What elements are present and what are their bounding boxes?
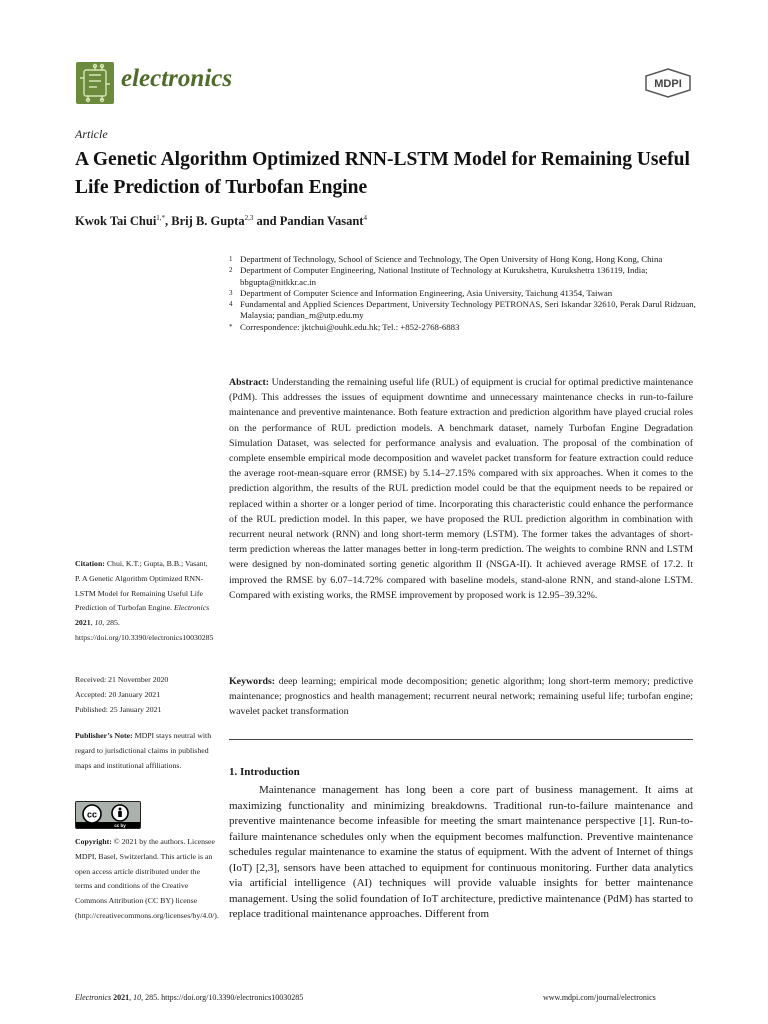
affiliation-text: Department of Technology, School of Science and Technology, The Open University of Hong Kong, Hong Kong, China — [240, 254, 663, 264]
author-name: Brij B. Gupta — [171, 214, 245, 229]
abstract — [229, 375, 693, 603]
mdpi-logo — [643, 68, 693, 98]
accepted-date: Accepted: 20 January 2021 — [75, 689, 161, 699]
copyright-block — [75, 835, 219, 924]
citation-text: Chui, K.T.; Gupta, B.B.; Vasant, P. A Genetic Algorithm Optimized RNN-LSTM Model for Remaining Useful Life Prediction of Turbofan Engine. — [75, 559, 208, 613]
author-separator: , — [165, 214, 172, 229]
section-divider — [229, 739, 693, 740]
copyright-text: © 2021 by the authors. Licensee MDPI, Basel, Switzerland. This article is an open access article distributed under the terms and conditions of the Creative Commons Attribution (CC BY) license (http://creativecommons.org/licenses/by/4.0/). — [75, 837, 219, 920]
author-affiliation-mark: 4 — [363, 214, 367, 222]
copyright-label: Copyright: — [75, 837, 112, 846]
abstract-text: Understanding the remaining useful life (RUL) of equipment is crucial for optimal predictive maintenance (PdM). This addresses the issues of equipment downtime and unnecessary maintenance checks in run-to-failure maintenance and preventive maintenance. Both feature extraction and prediction algorithm have played crucial roles on the performance of RUL prediction models. A benchmark dataset, namely Turbofan Engine Degradation Simulation Dataset, was selected for performance analysis and evaluation. The proposal of the combination of complete ensemble empirical mode decomposition and wavelet packet transform for feature extraction could reduce the average root-mean-square error (RMSE) by 5.14–27.15% compared with six approaches. When it comes to the prediction algorithm, the results of the RUL prediction model could be that the equipment needs to be repaired or replaced within a shorter or a longer period of time. Incorporating this characteristic could enhance the performance of the RUL prediction model. In this paper, we have proposed the RUL prediction algorithm in combination with recurrent neural network (RNN) and long short-term memory (LSTM). The former takes the advantages of short-term prediction whereas the latter manages better in long-term prediction. The weights to combine RNN and LSTM were designed by non-dominated sorting genetic algorithm II (NSGA-II). It achieved average RMSE of 17.2. It improved the RMSE by 6.07–14.72% compared with baseline models, stand-alone RNN, and stand-alone LSTM. Compared with existing works, the RMSE improvement by proposed work is 12.95–39.32%. — [229, 377, 694, 601]
cc-by-license-badge[interactable] — [75, 801, 141, 829]
footer-citation: Electronics 2021, 10, 285. https://doi.org/10.3390/electronics10030285 — [75, 993, 304, 1002]
section-heading: 1. Introduction — [229, 766, 300, 778]
publisher-note — [75, 729, 215, 773]
keywords-text: deep learning; empirical mode decomposition; genetic algorithm; long short-term memory; predictive maintenance; prognostics and health management; recurrent neural network; remaining useful life; turbofan engine; wavelet packet transformation — [229, 676, 693, 718]
affiliation-text: Department of Computer Engineering, National Institute of Technology at Kurukshetra, Kurukshetra 136119, India; bbgupta@nitkkr.ac.in — [240, 265, 648, 287]
author-separator: and — [253, 214, 280, 229]
keywords — [229, 674, 693, 720]
publication-dates — [75, 673, 215, 717]
citation-label: Citation: — [75, 559, 105, 568]
author-affiliation-mark: 2,3 — [244, 214, 254, 222]
affiliation-list — [229, 254, 699, 333]
affiliation-mark: * — [229, 322, 233, 331]
received-date: Received: 21 November 2020 — [75, 675, 169, 684]
citation-journal: Electronics — [173, 603, 210, 613]
mdpi-hexagon-icon — [643, 68, 693, 98]
paper-title: A Genetic Algorithm Optimized RNN-LSTM Model for Remaining Useful Life Prediction of Turbofan Engine — [75, 149, 690, 198]
affiliation-mark: 4 — [229, 300, 233, 309]
abstract-label: Abstract: — [229, 377, 270, 388]
affiliation-item — [229, 265, 699, 288]
creative-commons-icon — [76, 802, 140, 828]
author-name: Pandian Vasant — [279, 214, 364, 229]
publisher-note-text: MDPI stays neutral with regard to jurisdictional claims in published maps and institutional affiliations. — [75, 731, 212, 770]
affiliation-mark: 1 — [229, 255, 233, 263]
published-date: Published: 25 January 2021 — [75, 704, 162, 714]
citation-year: 2021 — [75, 618, 91, 628]
keywords-label: Keywords: — [229, 676, 276, 687]
citation-volume: 10 — [94, 618, 103, 628]
license-badge-text: cc by — [114, 823, 126, 828]
footer-doi[interactable]: , 285. https://doi.org/10.3390/electronics10030285 — [141, 993, 304, 1002]
footer-year: 2021 — [113, 993, 130, 1002]
author-affiliation-mark: 1,* — [156, 214, 166, 222]
journal-logo — [76, 62, 114, 104]
citation-doi[interactable]: , 285. https://doi.org/10.3390/electronics10030285 — [75, 618, 214, 642]
footer-volume: 10 — [133, 993, 142, 1002]
affiliation-item — [229, 288, 699, 299]
author-list — [75, 214, 367, 229]
footer-journal-url[interactable]: www.mdpi.com/journal/electronics — [543, 993, 656, 1002]
journal-name: electronics — [121, 65, 233, 92]
affiliation-mark: 2 — [229, 266, 233, 275]
footer-journal: Electronics — [75, 993, 112, 1002]
section-body-text: Maintenance management has long been a core part of business management. It aims at maximizing functionality and minimizing breakdowns. Traditional run-to-failure maintenance and preventive maintenance become infeasible for meeting the smart maintenance perspective [1]. Run-to-failure maintenance schedules only when the equipment becomes malfunction. Preventive maintenance schedules regular maintenance to examine the status of equipment. With the advent of Internet of things (IoT) [2,3], sensors have been attached to equipment for continuous monitoring. Further data analytics via artificial intelligence (AI) techniques will provide valuable insights for better maintenance management. Using the solid foundation of IoT architecture, predictive maintenance (PdM) has started to replace traditional maintenance approaches. Different from — [229, 784, 693, 920]
circuit-logo-icon — [76, 62, 114, 104]
mdpi-logo-text: MDPI — [654, 78, 682, 90]
affiliation-item — [229, 254, 699, 265]
author-name: Kwok Tai Chui — [75, 214, 157, 229]
svg-text:cc: cc — [86, 809, 98, 820]
affiliation-text: Fundamental and Applied Sciences Department, University Technology PETRONAS, Seri Iskandar 32610, Perak Darul Ridzuan, Malaysia; pandian_m@utp.edu.my — [240, 299, 696, 321]
article-type-label: Article — [75, 127, 108, 141]
affiliation-item — [229, 299, 699, 322]
affiliation-text: Department of Computer Science and Information Engineering, Asia University, Taichung 41354, Taiwan — [240, 287, 613, 298]
correspondence-text: Correspondence: jktchui@ouhk.edu.hk; Tel.: +852-2768-6883 — [240, 321, 460, 332]
affiliation-mark: 3 — [229, 288, 233, 297]
publisher-note-label: Publisher’s Note: — [75, 731, 133, 740]
citation-block: Citation: Chui, K.T.; Gupta, B.B.; Vasant, P. A Genetic Algorithm Optimized RNN-LSTM Model for Remaining Useful Life Prediction of Turbofan Engine. Electronics 2021, 10, 285. https://doi.org/10.3390/electronics10030285 — [75, 559, 214, 642]
affiliation-item — [229, 322, 699, 333]
